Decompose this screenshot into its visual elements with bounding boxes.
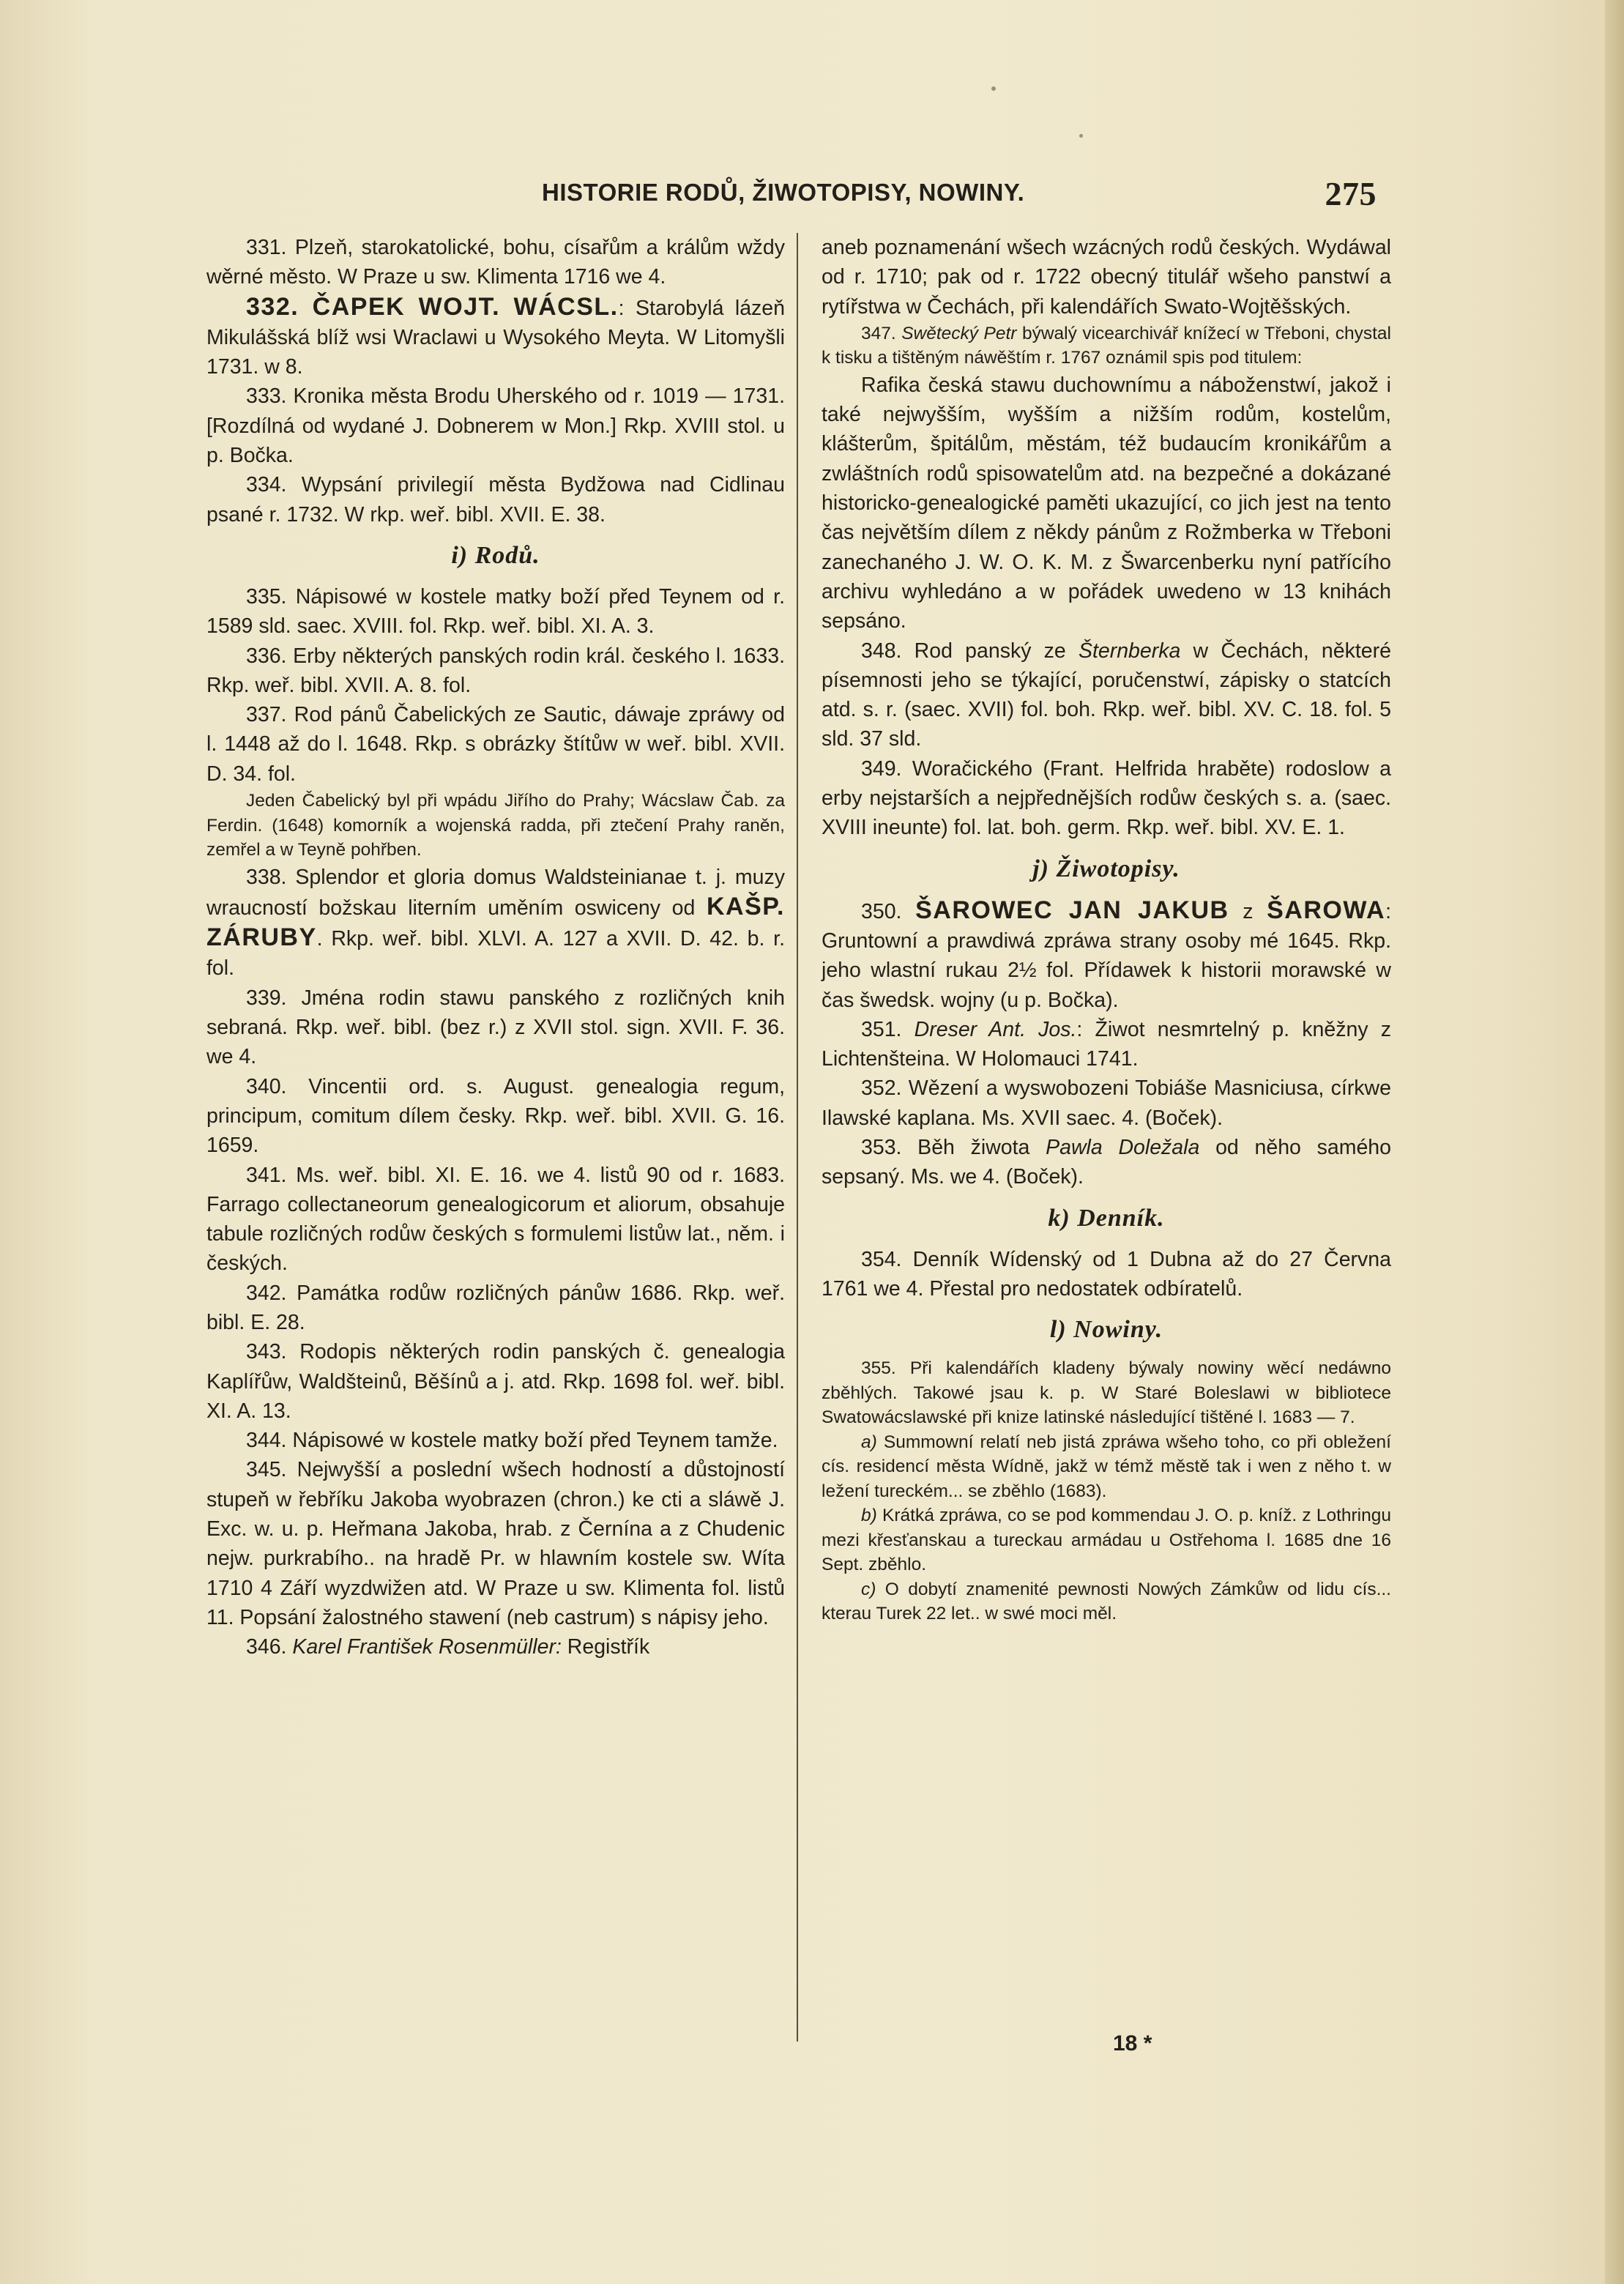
entry-353: 353. Běh žiwota Pawla Doležala od něho samého sepsaný. Ms. we 4. (Boček). [822,1136,1391,1189]
section-heading-ziwotopisy: j) Žiwotopisy. [1032,855,1180,882]
page-number: 275 [1325,175,1377,212]
entry-348: 348. Rod panský ze Šternberka w Čechách, některé písemnosti jeho se týkající, poručenstwí, zápisky o statcích atd. s. r. (saec. XVII) fol. boh. Rkp. weř. bibl. XV. C. 18. fol. 5 sld. 37 sld. [822,639,1391,751]
entry-331: 331. Plzeň, starokatolické, bohu, císařům a králům wždy wěrné město. W Praze u sw. Klimenta 1716 we 4. [206,236,785,289]
entry-334: 334. Wypsání privilegií města Bydžowa nad Cidlinau psané r. 1732. W rkp. weř. bibl. XVII. E. 38. [206,473,785,527]
entry-347: 347. Swětecký Petr býwalý vicearchivář knížecí w Třeboni, chystal k tisku a tištěným náwěštím r. 1767 oznámil spis pod titulem: [822,323,1392,368]
page-edge [1605,0,1624,2284]
section-heading-dennik: k) Denník. [1048,1204,1165,1232]
entry-354: 354. Denník Wídenský od 1 Dubna až do 27 Června 1761 we 4. Přestal pro nedostatek odbíratelů. [822,1247,1391,1301]
entry-346: 346. Karel František Rosenmüller: Registřík [246,1635,650,1659]
entry-335: 335. Nápisowé w kostele matky boží před Teynem od r. 1589 sld. saec. XVIII. fol. Rkp. weř. bibl. XI. A. 3. [206,584,785,639]
entry-355-c: c) O dobytí znamenité pewnosti Nowých Zámkůw od lidu cís... kterau Turek 22 let.. w swé moci měl. [822,1579,1391,1624]
entry-340: 340. Vincentii ord. s. August. genealogia regum, principum, comitum dílem česky. Rkp. weř. bibl. XVII. G. 16. 1659. [206,1074,785,1158]
column-divider [797,233,798,2042]
entry-355-b: b) Krátká zpráwa, co se pod kommendau J. O. p. kníž. z Lothringu mezi křesťanskau a tureckau armádau u Ostřehoma l. 1685 dne 16 Sept. zběhlo. [822,1506,1391,1575]
entry-345: 345. Nejwyšší a poslední wšech hodností a důstojností stupeň w řebříku Jakoba wyobrazen (chron.) ke cti a sláwě J. Exc. w. u. p. Heřmana Jakoba, hrab. z Černína a z Chudenic nejw. purkrabího.. na hradě Pr. w hlawním kostele sw. Wíta 1710 4 Září wyzdwižen atd. W Praze u sw. Klimenta fol. listů 11. Popsání žalostného stawení (neb castrum) s nápisy jeho. [206,1458,785,1629]
entry-344: 344. Nápisowé w kostele matky boží před Teynem tamže. [246,1429,778,1453]
section-heading-rodu: i) Rodů. [451,541,540,569]
entry-351: 351. Dreser Ant. Jos.: Žiwot nesmrtelný p. kněžny z Lichtenšteina. W Holomauci 1741. [822,1017,1391,1071]
entry-355-a: a) Summowní relatí neb jistá zpráwa wšeho toho, co při obležení cís. residencí města Wídně, jakž w témž městě tak i wen z něho t. w ležení tureckém... se zběhlo (1683). [822,1432,1391,1501]
right-column [822,233,1391,1626]
entry-333: 333. Kronika města Brodu Uherského od r. 1019 — 1731. [Rozdílná od wydané J. Dobnerem w Mon.] Rkp. XVIII stol. u p. Bočka. [206,384,785,468]
entry-343: 343. Rodopis některých rodin panských č. genealogia Kaplířůw, Waldšteinů, Běšínů a j. atd. Rkp. 1698 fol. weř. bibl. XI. A. 13. [206,1340,785,1423]
entry-349: 349. Woračického (Frant. Helfrida hraběte) rodoslow a erby nejstarších a nejpřednějších rodůw českých s. a. (saec. XVIII ineunte) fol. lat. boh. germ. Rkp. weř. bibl. XV. E. 1. [822,756,1391,840]
signature-mark: 18 * [1113,2031,1152,2056]
running-title: HISTORIE RODŮ, ŽIWOTOPISY, NOWINY. [542,179,1025,206]
left-column [206,233,785,1662]
entry-346-cont: aneb poznamenání wšech wzácných rodů českých. Wydáwal od r. 1710; pak od r. 1722 obecný titulář wšeho panstwí a rytířstwa w Čechách, při kalendářích Swato-Wojtěšských. [822,236,1391,319]
section-heading-nowiny: l) Nowiny. [1049,1316,1163,1344]
entry-337-note: Jeden Čabelický byl při wpádu Jiřího do Prahy; Wácslaw Čab. za Ferdin. (1648) komorník a wojenská radda, při ztečení Prahy raněn, zemřel a w Teyně pohřben. [206,791,785,860]
entry-350: 350. ŠAROWEC JAN JAKUB z ŠAROWA: Gruntowní a prawdiwá zpráwa strany osoby mé 1645. Rkp. jeho wlastní rukau 2½ fol. Přídawek k historii morawské w čas šwedsk. wojny (u p. Bočka). [822,896,1392,1012]
entry-336: 336. Erby některých panských rodin král. českého l. 1633. Rkp. weř. bibl. XVII. A. 8. fol. [206,644,785,697]
entry-347-title: Rafika česká stawu duchownímu a náboženstwí, jakož i také nejwyšším, wyšším a nižším rodům, kostelům, klášterům, špitálům, městám, též budaucím kronikářům a zwláštních rodů spisowatelům atd. na bezpečné a dokázané historicko-genealogické paměti ukazující, co jich jest na tento čas největším dílem z někdy pánům z Rožmberka w Třeboni zanechaného J. W. O. K. M. z Šwarcenberku nyní patřícího archivu wyhledáno a w pořádek uwedeno w 13 knihách sepsáno. [822,373,1391,633]
speck [1079,134,1083,138]
entry-352: 352. Wězení a wyswobozeni Tobiáše Masniciusa, církwe Ilawské kaplana. Ms. XVII saec. 4. (Boček). [822,1076,1391,1130]
entry-341: 341. Ms. weř. bibl. XI. E. 16. we 4. listů 90 od r. 1683. Farrago collectaneorum genealogicorum et aliorum, obsahuje tabule rozličných rodůw českých s formulemi listůw lat., něm. i českých. [206,1163,785,1276]
entry-337: 337. Rod pánů Čabelických ze Sautic, dáwaje zpráwy od l. 1448 až do l. 1648. Rkp. s obrázky štítůw w weř. bibl. XVII. D. 34. fol. [206,703,785,786]
entry-339: 339. Jména rodin stawu panského z rozličných knih sebraná. Rkp. weř. bibl. (bez r.) z XVII stol. sign. XVII. F. 36. we 4. [206,986,785,1069]
speck [991,86,996,91]
entry-338: 338. Splendor et gloria domus Waldsteinianae t. j. muzy wraucností božskau literním uměním oswiceny od KAŠP. ZÁRUBY. Rkp. weř. bibl. XLVI. A. 127 a XVII. D. 42. b. r. fol. [206,865,785,981]
entry-355: 355. Při kalendářích kladeny býwaly nowiny wěcí nedáwno zběhlých. Takowé jsau k. p. W Staré Boleslawi w bibliotece Swatowácslawské při knize latinské následující tištěné l. 1683 — 7. [822,1358,1391,1428]
entry-332: 332. ČAPEK WOJT. WÁCSL.: Starobylá lázeň Mikulášská blíž wsi Wraclawi u Wysokého Meyta. W Litomyšli 1731. w 8. [206,292,786,379]
entry-342: 342. Památka rodůw rozličných pánůw 1686. Rkp. weř. bibl. E. 28. [206,1281,785,1334]
